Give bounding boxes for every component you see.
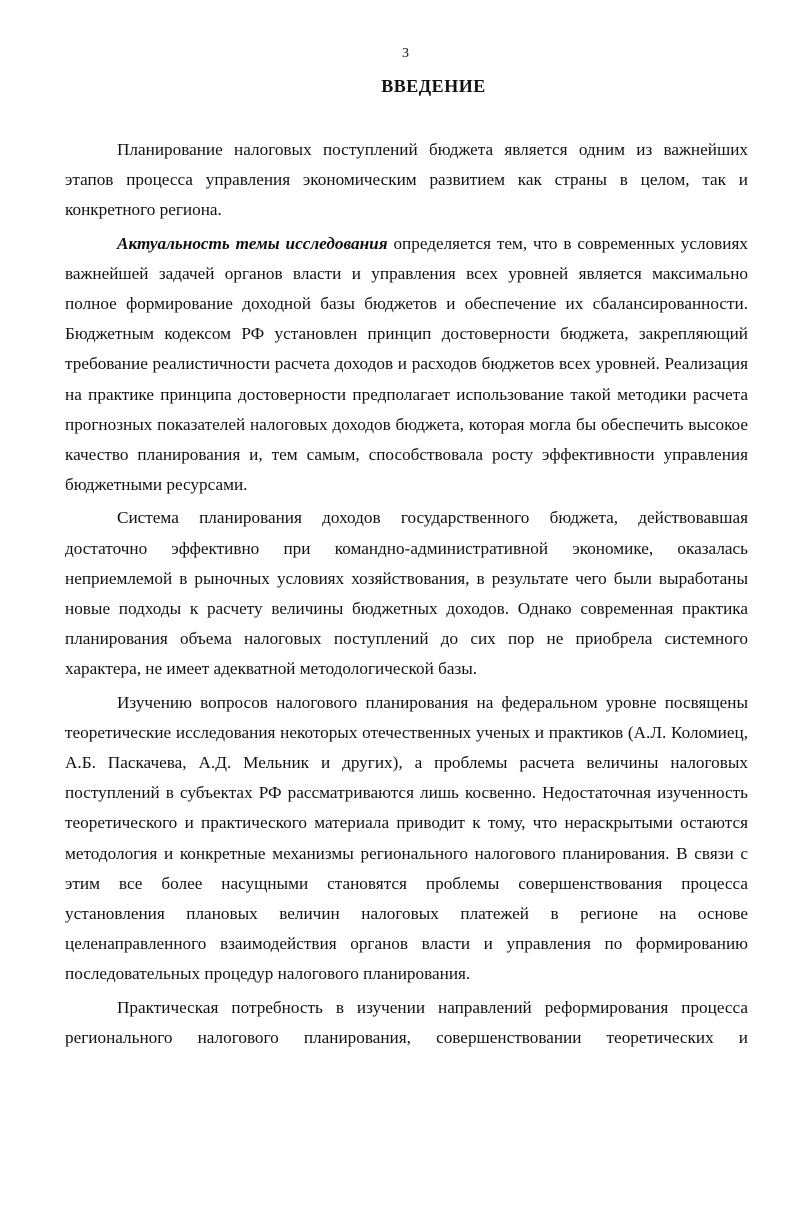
body-text (65, 135, 748, 1056)
paragraph-text: определяется тем, что в современных условиях важнейшей задачей органов власти и управления всех уровней является максимально полное формирование доходной базы бюджетов и обеспечение их сбалансированности. Бюджетным кодексом РФ установлен принцип достоверности бюджета, закрепляющий требование реалистичности расчета доходов и расходов бюджетов всех уровней. Реализация на практике принципа достоверности предполагает использование такой методики расчета прогнозных показателей налоговых доходов бюджета, которая могла бы обеспечить высокое качество планирования и, тем самым, способствовала росту эффективности управления бюджетными ресурсами. (65, 233, 748, 495)
paragraph (65, 503, 748, 684)
section-title: ВВЕДЕНИЕ (381, 76, 486, 96)
paragraph (65, 688, 748, 990)
paragraph-text: Планирование налоговых поступлений бюджета является одним из важнейших этапов процесса управления экономическим развитием как страны в целом, так и конкретного региона. (65, 140, 748, 220)
paragraph (65, 229, 748, 501)
page-number: 3 (402, 46, 409, 61)
paragraph-text: Система планирования доходов государственного бюджета, действовавшая достаточно эффективно при командно-административной экономике, оказалась неприемлемой в рыночных условиях хозяйствования, в результате чего были выработаны новые подходы к расчету величины бюджетных доходов. Однако современная практика планирования объема налоговых поступлений до сих пор не приобрела системного характера, не имеет адекватной методологической базы. (65, 508, 748, 679)
paragraph (65, 135, 748, 226)
paragraph-text: Изучению вопросов налогового планирования на федеральном уровне посвящены теоретические исследования некоторых отечественных ученых и практиков (А.Л. Коломиец, А.Б. Паскачева, А.Д. Мельник и других), а проблемы расчета величины налоговых поступлений в субъектах РФ рассматриваются лишь косвенно. Недостаточная изученность теоретического и практического материала приводит к тому, что нераскрытыми остаются методология и конкретные механизмы регионального налогового планирования. В связи с этим все более насущными становятся проблемы совершенствования процесса установления плановых величин налоговых платежей в регионе на основе целенаправленного взаимодействия органов власти и управления по формированию последовательных процедур налогового планирования. (65, 692, 748, 984)
paragraph-lead: Актуальность темы исследования (117, 233, 388, 253)
paragraph (65, 993, 748, 1053)
paragraph-text: Практическая потребность в изучении направлений реформирования процесса регионального налогового планирования, совершенствовании теоретических и (65, 997, 748, 1047)
